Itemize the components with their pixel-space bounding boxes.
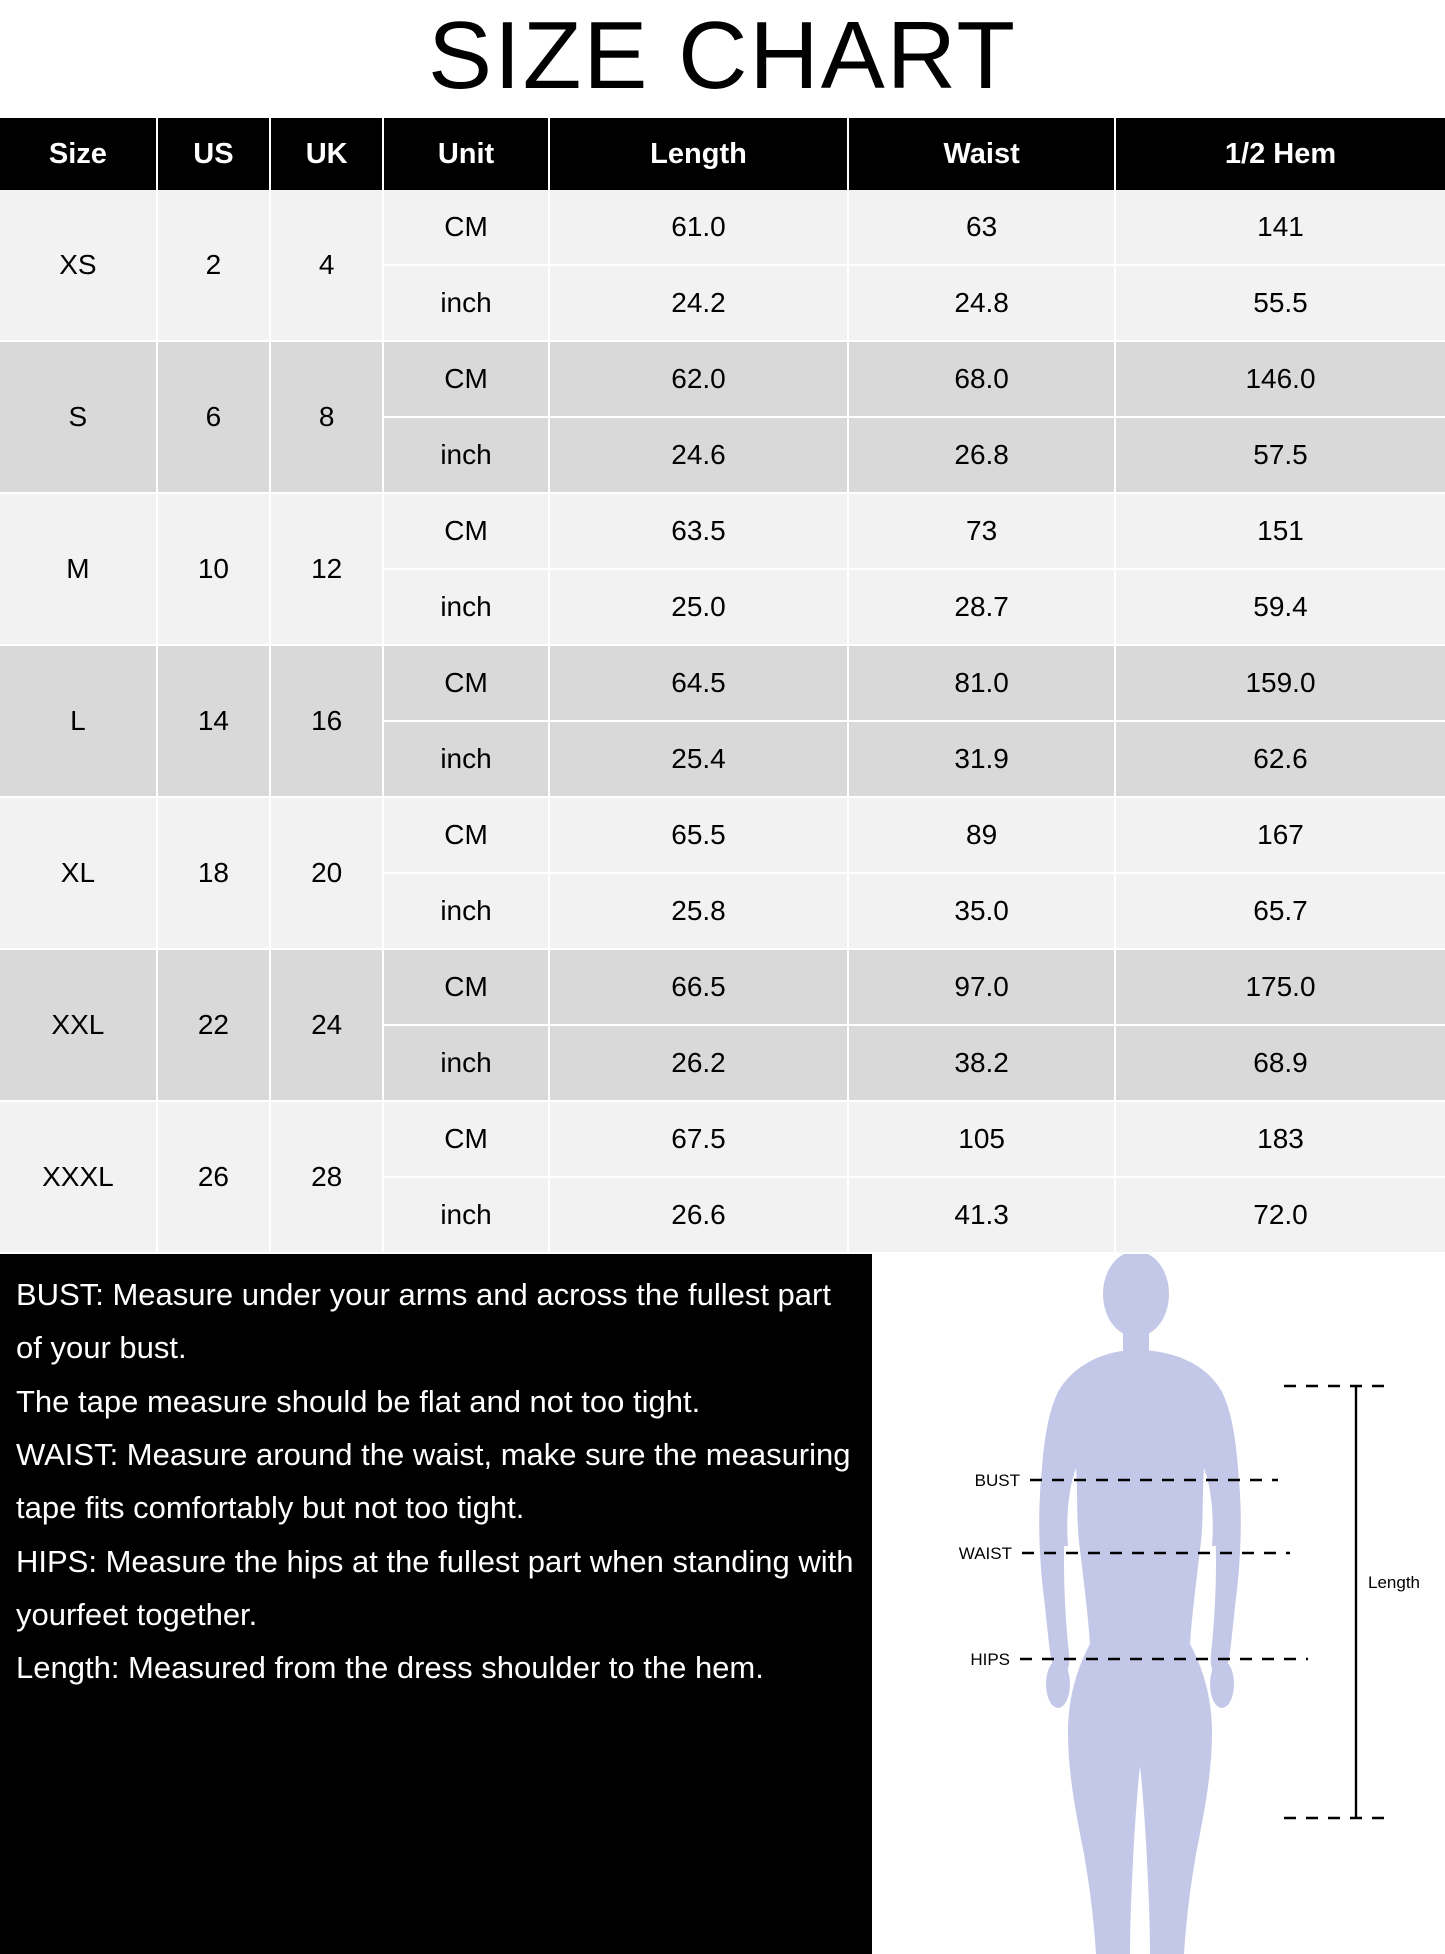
- cell-length: 26.6: [549, 1177, 848, 1253]
- cell-length: 62.0: [549, 341, 848, 417]
- cell-us: 2: [157, 190, 270, 341]
- cell-hem: 57.5: [1115, 417, 1445, 493]
- column-header-us: US: [157, 118, 270, 190]
- cell-unit: inch: [383, 1177, 549, 1253]
- cell-size: XXXL: [0, 1101, 157, 1253]
- cell-length: 61.0: [549, 190, 848, 265]
- cell-length: 25.4: [549, 721, 848, 797]
- column-header-unit: Unit: [383, 118, 549, 190]
- label-bust: BUST: [974, 1471, 1020, 1490]
- table-row: [0, 493, 1445, 569]
- label-waist: WAIST: [958, 1544, 1012, 1563]
- cell-unit: CM: [383, 949, 549, 1025]
- column-header-uk: UK: [270, 118, 383, 190]
- cell-size: M: [0, 493, 157, 645]
- cell-uk: 8: [270, 341, 383, 493]
- cell-waist: 24.8: [848, 265, 1115, 341]
- cell-size: XL: [0, 797, 157, 949]
- cell-hem: 151: [1115, 493, 1445, 569]
- note-length: Length: Measured from the dress shoulder to the hem.: [16, 1650, 764, 1686]
- cell-uk: 12: [270, 493, 383, 645]
- note-hips: HIPS: Measure the hips at the fullest part when standing with yourfeet together.: [16, 1543, 854, 1632]
- cell-uk: 20: [270, 797, 383, 949]
- table-row: [0, 645, 1445, 721]
- note-tape: The tape measure should be flat and not too tight.: [16, 1383, 701, 1419]
- cell-length: 65.5: [549, 797, 848, 873]
- body-silhouette-icon: [1039, 1254, 1241, 1954]
- cell-waist: 73: [848, 493, 1115, 569]
- cell-unit: CM: [383, 645, 549, 721]
- cell-length: 63.5: [549, 493, 848, 569]
- note-bust: BUST: Measure under your arms and across the fullest part of your bust.: [16, 1277, 831, 1366]
- table-row: [0, 949, 1445, 1025]
- cell-length: 66.5: [549, 949, 848, 1025]
- cell-length: 26.2: [549, 1025, 848, 1101]
- size-chart-table: [0, 118, 1445, 1254]
- measurement-instructions: [0, 1254, 872, 1954]
- cell-hem: 183: [1115, 1101, 1445, 1177]
- cell-hem: 65.7: [1115, 873, 1445, 949]
- table-row: [0, 190, 1445, 265]
- cell-uk: 24: [270, 949, 383, 1101]
- cell-unit: inch: [383, 569, 549, 645]
- cell-hem: 68.9: [1115, 1025, 1445, 1101]
- column-header-waist: Waist: [848, 118, 1115, 190]
- cell-length: 25.8: [549, 873, 848, 949]
- cell-unit: inch: [383, 417, 549, 493]
- cell-size: XXL: [0, 949, 157, 1101]
- female-figure-diagram: [872, 1254, 1445, 1954]
- cell-uk: 4: [270, 190, 383, 341]
- cell-us: 14: [157, 645, 270, 797]
- cell-hem: 167: [1115, 797, 1445, 873]
- cell-waist: 81.0: [848, 645, 1115, 721]
- cell-unit: CM: [383, 493, 549, 569]
- cell-size: L: [0, 645, 157, 797]
- cell-waist: 41.3: [848, 1177, 1115, 1253]
- cell-waist: 105: [848, 1101, 1115, 1177]
- cell-waist: 26.8: [848, 417, 1115, 493]
- cell-length: 24.6: [549, 417, 848, 493]
- cell-waist: 89: [848, 797, 1115, 873]
- table-row: [0, 341, 1445, 417]
- measurement-guide-section: [0, 1254, 1445, 1954]
- cell-length: 67.5: [549, 1101, 848, 1177]
- cell-length: 64.5: [549, 645, 848, 721]
- cell-hem: 72.0: [1115, 1177, 1445, 1253]
- cell-uk: 28: [270, 1101, 383, 1253]
- cell-unit: inch: [383, 265, 549, 341]
- page-title: SIZE CHART: [428, 2, 1017, 109]
- cell-us: 26: [157, 1101, 270, 1253]
- cell-hem: 159.0: [1115, 645, 1445, 721]
- cell-waist: 38.2: [848, 1025, 1115, 1101]
- column-header-hem: 1/2 Hem: [1115, 118, 1445, 190]
- column-header-length: Length: [549, 118, 848, 190]
- cell-waist: 68.0: [848, 341, 1115, 417]
- cell-hem: 62.6: [1115, 721, 1445, 797]
- measurement-figure: [872, 1254, 1445, 1954]
- cell-waist: 35.0: [848, 873, 1115, 949]
- table-row: [0, 797, 1445, 873]
- cell-uk: 16: [270, 645, 383, 797]
- cell-waist: 63: [848, 190, 1115, 265]
- table-row: [0, 1101, 1445, 1177]
- label-length: Length: [1368, 1573, 1420, 1592]
- cell-unit: inch: [383, 873, 549, 949]
- cell-us: 22: [157, 949, 270, 1101]
- column-header-size: Size: [0, 118, 157, 190]
- cell-length: 24.2: [549, 265, 848, 341]
- cell-length: 25.0: [549, 569, 848, 645]
- cell-size: S: [0, 341, 157, 493]
- cell-hem: 141: [1115, 190, 1445, 265]
- cell-unit: inch: [383, 1025, 549, 1101]
- cell-size: XS: [0, 190, 157, 341]
- cell-unit: CM: [383, 190, 549, 265]
- cell-waist: 97.0: [848, 949, 1115, 1025]
- table-header-row: [0, 118, 1445, 190]
- cell-us: 18: [157, 797, 270, 949]
- cell-unit: CM: [383, 797, 549, 873]
- label-hips: HIPS: [970, 1650, 1010, 1669]
- cell-unit: CM: [383, 341, 549, 417]
- cell-hem: 59.4: [1115, 569, 1445, 645]
- cell-waist: 31.9: [848, 721, 1115, 797]
- cell-waist: 28.7: [848, 569, 1115, 645]
- cell-us: 10: [157, 493, 270, 645]
- cell-hem: 55.5: [1115, 265, 1445, 341]
- cell-unit: CM: [383, 1101, 549, 1177]
- cell-us: 6: [157, 341, 270, 493]
- note-waist: WAIST: Measure around the waist, make sure the measuring tape fits comfortably but not too tight.: [16, 1436, 851, 1526]
- cell-unit: inch: [383, 721, 549, 797]
- cell-hem: 146.0: [1115, 341, 1445, 417]
- cell-hem: 175.0: [1115, 949, 1445, 1025]
